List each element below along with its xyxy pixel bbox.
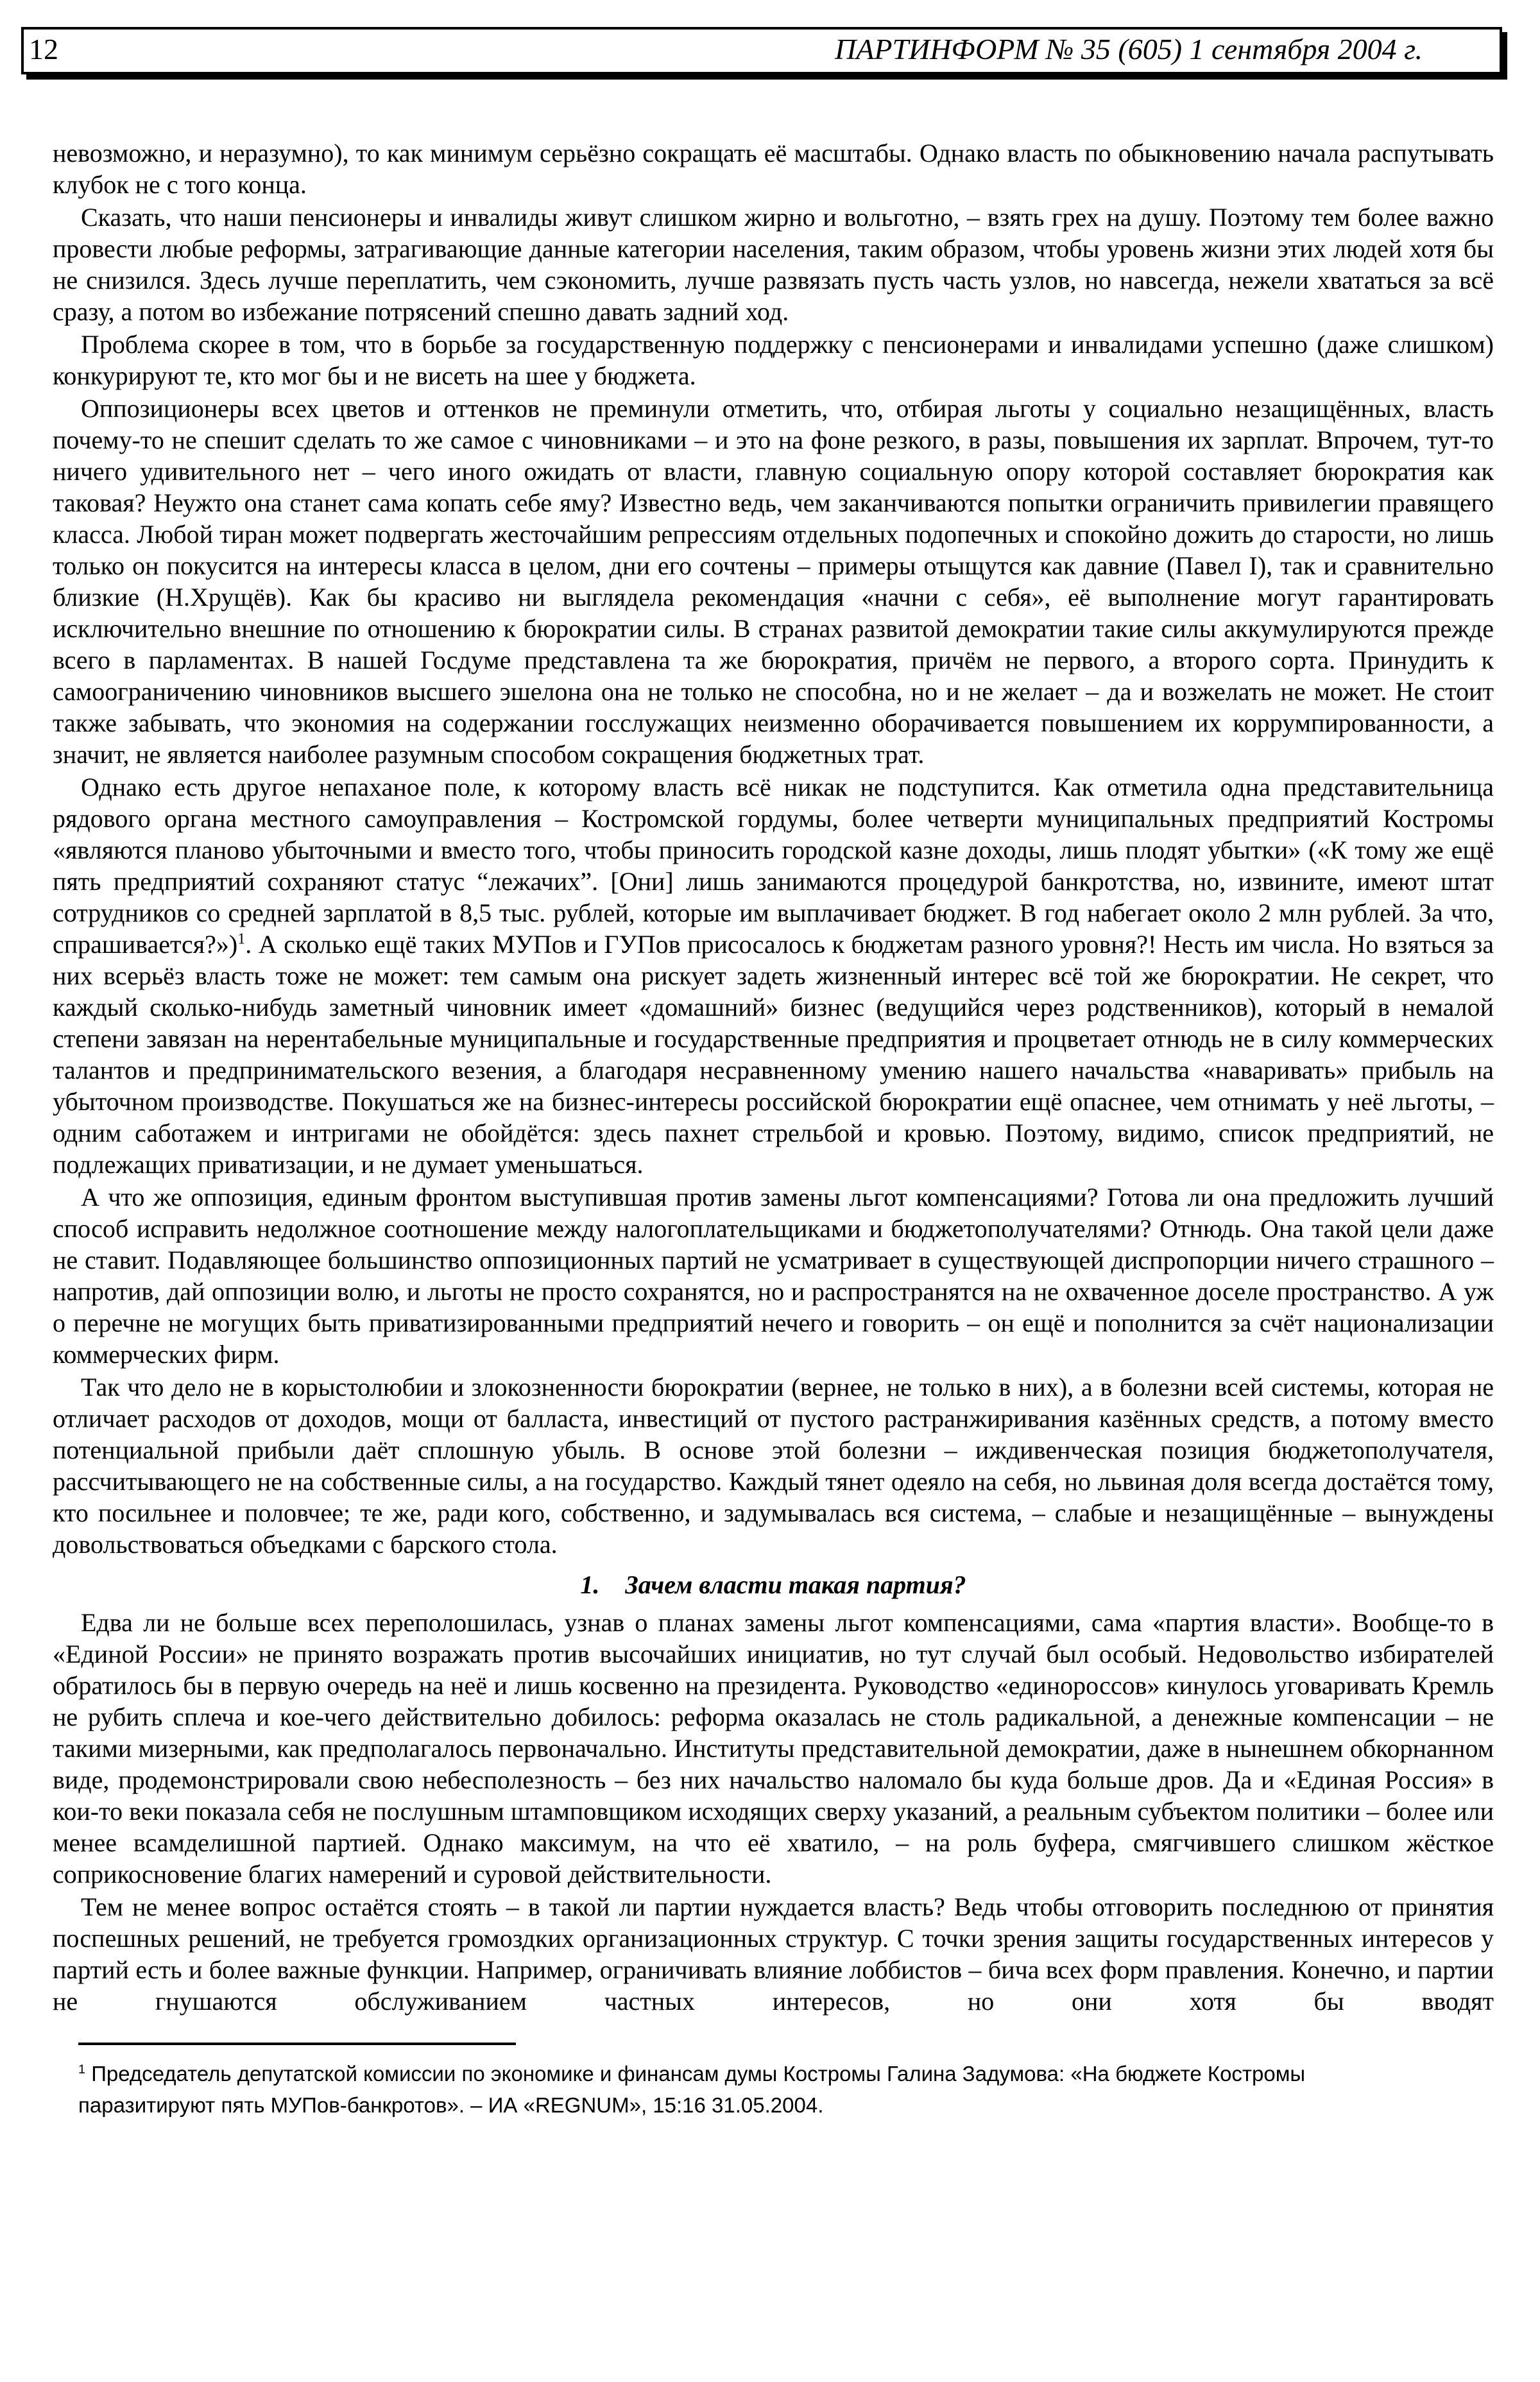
section-number: 1. — [580, 1570, 600, 1599]
paragraph: Так что дело не в корыстолюбии и злокозненности бюрократии (вернее, не только в них), а в болезни всей системы, которая не отличает расходов от доходов, мощи от балласта, инвестиций от пустого растранжиривания казённых средств, а потому вместо потенциальной прибыли даёт сплошную убыль. В основе этой болезни – иждивенческая позиция бюджетополучателя, рассчитывающего не на собственные силы, а на государство. Каждый тянет одеяло на себя, но львиная доля всегда достаётся тому, кто посильнее и половчее; те же, ради кого, собственно, и задумывалась вся система, – слабые и незащищённые – вынуждены довольствоваться объедками с барского стола. — [53, 1373, 1494, 1559]
footnote-text: Председатель депутатской комиссии по экономике и финансам думы Костромы Галина Задумова: «На бюджете Костромы паразитируют пять МУПов-банкротов». – ИА «REGNUM», 15:16 31.05.2004. — [78, 2062, 1306, 2117]
publication-title: ПАРТИНФОРМ № 35 (605) 1 сентября 2004 г. — [835, 33, 1423, 65]
paragraph: Тем не менее вопрос остаётся стоять – в такой ли партии нуждается власть? Ведь чтобы отговорить последнюю от принятия поспешных решений, не требуется громоздких организационных структур. С точки зрения защиты государственных интересов у партий есть и более важные функции. Например, ограничивать влияние лоббистов – бича всех форм правления. Конечно, и партии не гнушаются обслуживанием частных интересов, но они хотя бы вводят — [53, 1892, 1494, 2016]
paragraph: невозможно, и неразумно), то как минимум серьёзно сокращать её масштабы. Однако власть по обыкновению начала распутывать клубок не с того конца. — [53, 139, 1494, 199]
footnote-separator — [78, 2043, 516, 2045]
page-number: 12 — [29, 33, 58, 65]
paragraph: Едва ли не больше всех переполошилась, узнав о планах замены льгот компенсациями, сама «партия власти». Вообще-то в «Единой России» не принято возражать против высочайших инициатив, но тут случай был особый. Недовольство избирателей обратилось бы в первую очередь на неё и лишь косвенно на президента. Руководство «единороссов» кинулось уговаривать Кремль не рубить сплеча и кое-чего действительно добилось: реформа оказалась не столь радикальной, а денежные компенсации – не такими мизерными, как предполагалось первоначально. Институты представительной демократии, даже в нынешнем обкорнанном виде, продемонстрировали свою небесполезность – без них начальство наломало бы куда больше дров. Да и «Единая Россия» в кои-то веки показала себя не послушным штамповщиком исходящих сверху указаний, а реальным субъектом политики – более или менее всамделишной партией. Однако максимум, на что её хватило, – на роль буфера, смягчившего слишком жёсткое соприкосновение благих намерений и суровой действительности. — [53, 1608, 1494, 1889]
paragraph — [53, 771, 1494, 1180]
paragraph-text: Однако есть другое непаханое поле, к которому власть всё никак не подступится. Как отметила одна представительница рядового органа местного самоуправления – Костромской гордумы, более четверти муниципальных предприятий Костромы «являются планово убыточными и вместо того, чтобы приносить городской казне доходы, лишь плодят убытки» («К тому же ещё пять предприятий сохраняют статус “лежачих”. [Они] лишь занимаются процедурой банкротства, но, извините, имеют штат сотрудников со средней зарплатой в 8,5 тыс. рублей, которые им выплачивает бюджет. В год набегает около 2 млн рублей. За что, спрашивается?») — [53, 773, 1494, 959]
footnote-mark: 1 — [78, 2062, 86, 2077]
footnote — [78, 2058, 1426, 2121]
paragraph-text: . А сколько ещё таких МУПов и ГУПов присосалось к бюджетам разного уровня?! Несть им числа. Но взяться за них всерьёз власть тоже не может: тем самым она рискует задеть жизненный интерес всё той же бюрократии. Не секрет, что каждый сколько-нибудь заметный чиновник имеет «домашний» бизнес (ведущийся через родственников), который в немалой степени завязан на нерентабельные муниципальные и государственные предприятия и процветает отнюдь не в силу коммерческих талантов и предпринимательского везения, а благодаря несравненному умению нашего начальства «наваривать» прибыль на убыточном производстве. Покушаться же на бизнес-интересы российской бюрократии ещё опаснее, чем отнимать у неё льготы, – одним саботажем и интригами не обойдётся: здесь пахнет стрельбой и кровью. Поэтому, видимо, список предприятий, не подлежащих приватизации, и не думает уменьшаться. — [53, 930, 1494, 1179]
paragraph: Проблема скорее в том, что в борьбе за государственную поддержку с пенсионерами и инвалидами успешно (даже слишком) конкурируют те, кто мог бы и не висеть на шее у бюджета. — [53, 330, 1494, 390]
page-content — [53, 0, 1494, 2146]
section-title: Зачем власти такая партия? — [625, 1570, 966, 1599]
article-body — [53, 137, 1494, 2017]
paragraph: А что же оппозиция, единым фронтом выступившая против замены льгот компенсациями? Готова ли она предложить лучший способ исправить недолжное соотношение между налогоплательщиками и бюджетополучателями? Отнюдь. Она такой цели даже не ставит. Подавляющее большинство оппозиционных партий не усматривает в существующей диспропорции ничего страшного – напротив, дай оппозиции волю, и льготы не просто сохранятся, но и распространятся на не охваченное доселе пространство. А уж о перечне не могущих быть приватизированными предприятий нечего и говорить – он ещё и пополнится за счёт национализации коммерческих фирм. — [53, 1183, 1494, 1369]
footnote-reference[interactable]: 1 — [237, 930, 246, 948]
footnotes — [78, 2043, 1494, 2146]
section-heading — [53, 1569, 1494, 1600]
paragraph: Сказать, что наши пенсионеры и инвалиды живут слишком жирно и вольготно, – взять грех на душу. Поэтому тем более важно провести любые реформы, затрагивающие данные категории населения, таким образом, чтобы уровень жизни этих людей хотя бы не снизился. Здесь лучше переплатить, чем сэкономить, лучше развязать пусть часть узлов, но навсегда, нежели хвататься за всё сразу, а потом во избежание потрясений спешно давать задний ход. — [53, 203, 1494, 326]
paragraph: Оппозиционеры всех цветов и оттенков не преминули отметить, что, отбирая льготы у социально незащищённых, власть почему-то не спешит сделать то же самое с чиновниками – и это на фоне резкого, в разы, повышения их зарплат. Впрочем, тут-то ничего удивительного нет – чего иного ожидать от власти, главную социальную опору которой составляет бюрократия как таковая? Неужто она станет сама копать себе яму? Известно ведь, чем заканчиваются попытки ограничить привилегии правящего класса. Любой тиран может подвергать жесточайшим репрессиям отдельных подопечных и спокойно дожить до старости, но лишь только он покусится на интересы класса в целом, дни его сочтены – примеры отыщутся как давние (Павел I), так и сравнительно близкие (Н.Хрущёв). Как бы красиво ни выглядела рекомендация «начни с себя», её выполнение могут гарантировать исключительно внешние по отношению к бюрократии силы. В странах развитой демократии такие силы аккумулируются прежде всего в парламентах. В нашей Госдуме представлена та же бюрократия, причём не первого, а второго сорта. Принудить к самоограничению чиновников высшего эшелона она не только не способна, но и не желает – да и возжелать не может. Не стоит также забывать, что экономия на содержании госслужащих неизменно оборачивается повышением их коррумпированности, а значит, не является наиболее разумным способом сокращения бюджетных трат. — [53, 394, 1494, 769]
